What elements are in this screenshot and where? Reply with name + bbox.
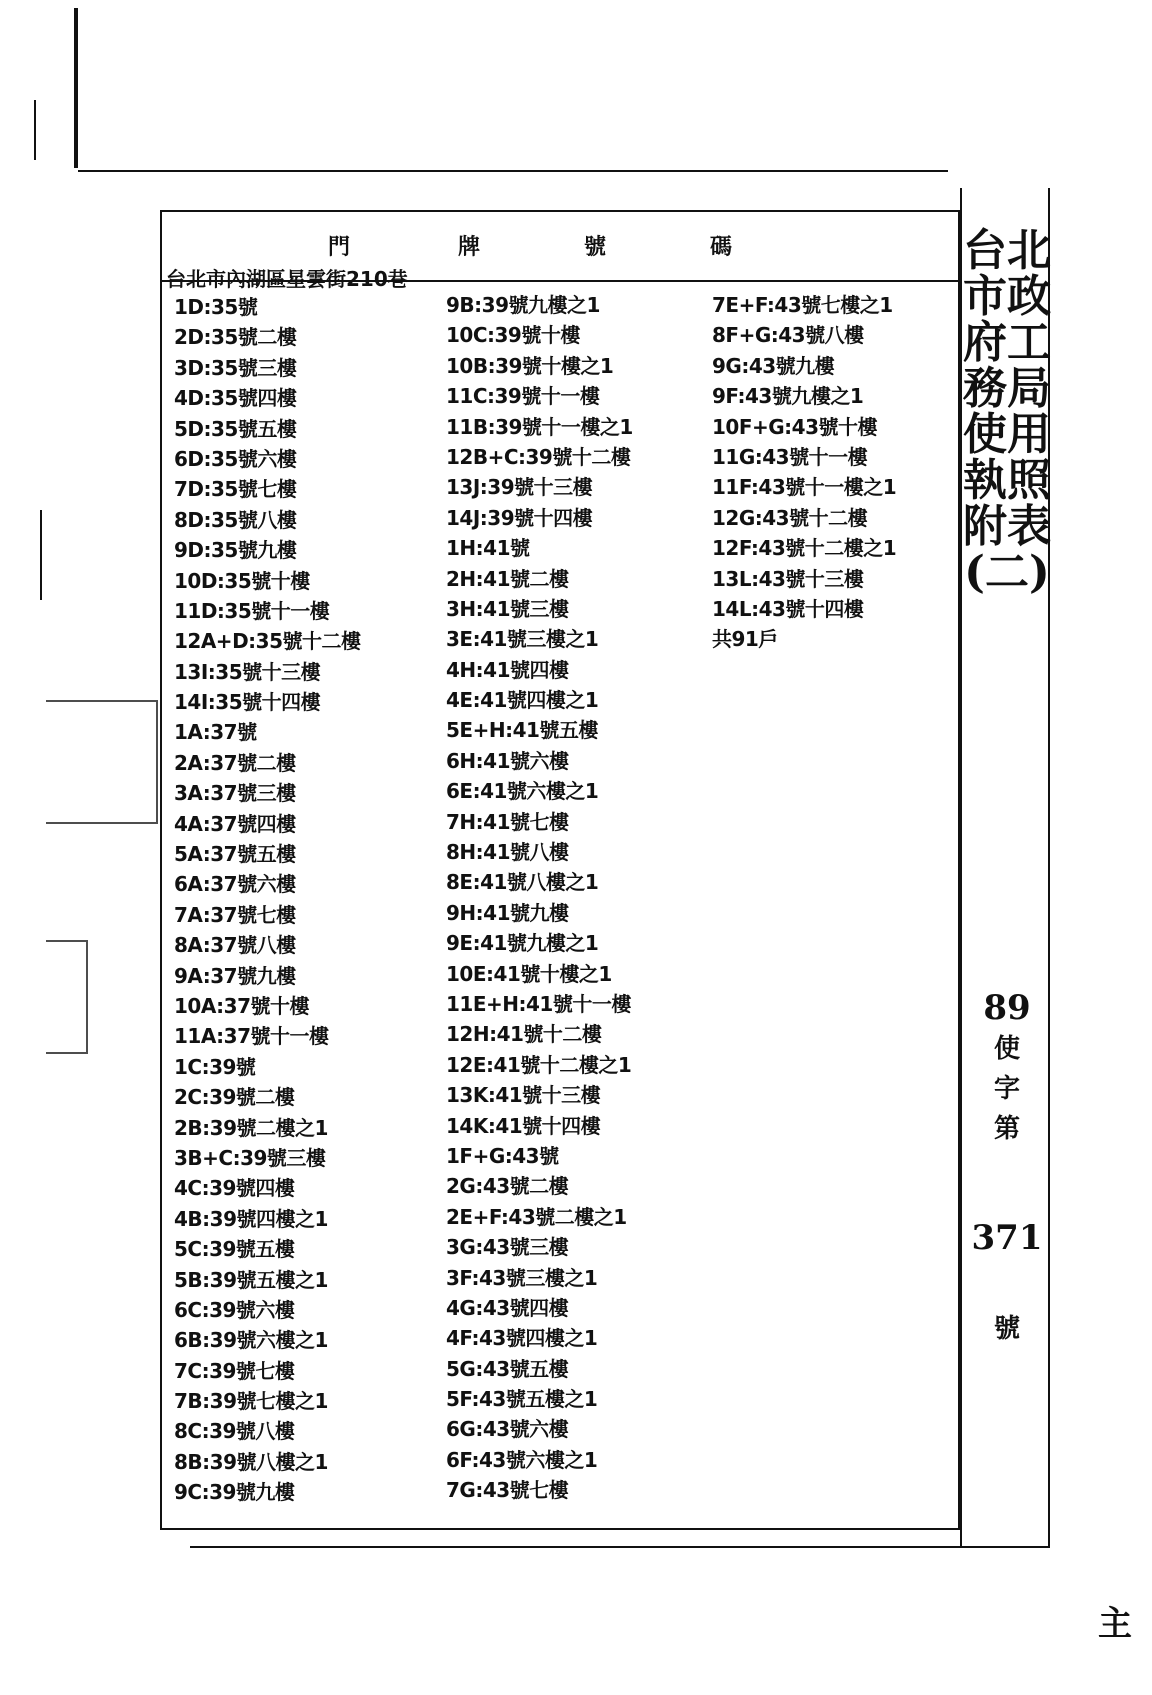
- title-column: [960, 188, 1050, 1548]
- address-entry: 9B:39號九樓之1: [446, 293, 600, 317]
- address-entry: 3D:35號三樓: [174, 355, 297, 380]
- address-entry: 2E+F:43號二樓之1: [446, 1204, 627, 1229]
- address-entry: 4H:41號四樓: [446, 657, 569, 682]
- address-entry: 4F:43號四樓之1: [446, 1326, 598, 1351]
- address-entry: 5E+H:41號五樓: [446, 718, 598, 743]
- address-column-3: [712, 290, 896, 655]
- address-entry: 9E:41號九樓之1: [446, 931, 599, 956]
- address-entry: 12A+D:35號十二樓: [174, 629, 361, 654]
- address-entry: 2C:39號二樓: [174, 1085, 295, 1110]
- address-entry: 10B:39號十樓之1: [446, 353, 614, 378]
- address-entry: 共91戶: [712, 627, 778, 652]
- address-entry: 6B:39號六樓之1: [174, 1328, 328, 1353]
- address-entry: 1D:35號: [174, 295, 258, 319]
- address-entry: 12G:43號十二樓: [712, 505, 868, 530]
- address-entry: 14J:39號十四樓: [446, 505, 593, 530]
- seal-stamp: [46, 940, 88, 1054]
- permit-char: 第: [993, 1114, 1020, 1144]
- address-entry: 6G:43號六樓: [446, 1417, 569, 1442]
- address-entry: 7G:43號七樓: [446, 1478, 569, 1503]
- address-entry: 7C:39號七樓: [174, 1358, 295, 1383]
- permit-year: 89: [983, 988, 1031, 1028]
- address-entry: 9D:35號九樓: [174, 538, 297, 563]
- address-entry: 14K:41號十四樓: [446, 1113, 601, 1138]
- document-title: 台北市政府工務局使用執照附表(二): [963, 225, 1051, 598]
- address-entry: 10C:39號十樓: [446, 323, 580, 348]
- address-entry: 13K:41號十三樓: [446, 1083, 601, 1108]
- address-entry: 5B:39號五樓之1: [174, 1267, 328, 1292]
- address-entry: 2D:35號二樓: [174, 325, 297, 350]
- address-entry: 3G:43號三樓: [446, 1235, 569, 1260]
- address-entry: 14L:43號十四樓: [712, 596, 864, 621]
- address-entry: 8C:39號八樓: [174, 1419, 295, 1444]
- address-entry: 7A:37號七樓: [174, 902, 296, 927]
- address-entry: 8D:35號八樓: [174, 507, 297, 532]
- binder-line-horizontal: [78, 170, 948, 172]
- address-entry: 9C:39號九樓: [174, 1480, 295, 1505]
- address-entry: 10D:35號十樓: [174, 568, 310, 593]
- header-char: 牌: [458, 235, 481, 260]
- margin-mark: [34, 100, 36, 160]
- address-entry: 10A:37號十樓: [174, 993, 310, 1018]
- address-entry: 6A:37號六樓: [174, 872, 296, 897]
- address-entry: 10E:41號十樓之1: [446, 961, 612, 986]
- address-entry: 6D:35號六樓: [174, 446, 297, 471]
- margin-mark: [40, 510, 42, 600]
- address-entry: 3E:41號三樓之1: [446, 627, 599, 652]
- header-char: 門: [328, 235, 351, 260]
- address-entry: 7B:39號七樓之1: [174, 1389, 328, 1414]
- address-entry: 7D:35號七樓: [174, 477, 297, 502]
- address-entry: 9F:43號九樓之1: [712, 384, 864, 409]
- address-entry: 9A:37號九樓: [174, 963, 296, 988]
- address-entry: 5D:35號五樓: [174, 416, 297, 441]
- address-entry: 5A:37號五樓: [174, 842, 296, 867]
- address-entry: 3A:37號三樓: [174, 781, 296, 806]
- address-entry: 8H:41號八樓: [446, 840, 569, 865]
- address-entry: 12E:41號十二樓之1: [446, 1052, 632, 1077]
- address-entry: 12B+C:39號十二樓: [446, 444, 631, 469]
- address-entry: 1A:37號: [174, 720, 257, 745]
- header-char: 號: [584, 235, 607, 260]
- permit-char: 字: [993, 1074, 1020, 1104]
- address-entry: 5F:43號五樓之1: [446, 1387, 598, 1412]
- address-entry: 1C:39號: [174, 1054, 256, 1079]
- address-entry: 9G:43號九樓: [712, 353, 835, 378]
- address-entry: 11F:43號十一樓之1: [712, 475, 897, 500]
- address-entry: 12F:43號十二樓之1: [712, 536, 897, 561]
- address-entry: 11E+H:41號十一樓: [446, 991, 631, 1016]
- address-entry: 8B:39號八樓之1: [174, 1449, 328, 1474]
- seal-stamp: [46, 700, 158, 824]
- street-name: 台北市內湖區星雲街210巷: [166, 267, 408, 291]
- address-entry: 11C:39號十一樓: [446, 384, 600, 409]
- address-entry: 11G:43號十一樓: [712, 444, 868, 469]
- address-entry: 3F:43號三樓之1: [446, 1265, 598, 1290]
- address-entry: 11A:37號十一樓: [174, 1024, 329, 1049]
- address-entry: 10F+G:43號十樓: [712, 414, 877, 439]
- address-entry: 4G:43號四樓: [446, 1295, 569, 1320]
- address-entry: 13L:43號十三樓: [712, 566, 864, 591]
- address-entry: 11D:35號十一樓: [174, 598, 330, 623]
- address-column-1: [166, 267, 408, 1508]
- address-entry: 5C:39號五樓: [174, 1237, 295, 1262]
- address-entry: 8A:37號八樓: [174, 933, 296, 958]
- address-entry: 2B:39號二樓之1: [174, 1115, 328, 1140]
- address-entry: 4C:39號四樓: [174, 1176, 295, 1201]
- address-entry: 13J:39號十三樓: [446, 475, 593, 500]
- binder-line-vertical: [74, 8, 78, 168]
- address-entry: 7E+F:43號七樓之1: [712, 293, 893, 317]
- header-char: 碼: [710, 235, 733, 260]
- permit-sequence: 371: [971, 1218, 1043, 1258]
- address-entry: 2A:37號二樓: [174, 750, 296, 775]
- address-entry: 11B:39號十一樓之1: [446, 414, 633, 439]
- address-column-2: [446, 290, 633, 1506]
- address-entry: 6C:39號六樓: [174, 1297, 295, 1322]
- address-entry: 4E:41號四樓之1: [446, 688, 599, 713]
- address-entry: 14I:35號十四樓: [174, 690, 321, 715]
- permit-char: 號: [993, 1314, 1020, 1344]
- address-entry: 3B+C:39號三樓: [174, 1145, 326, 1170]
- corner-mark: 主: [1098, 1604, 1132, 1644]
- address-entry: 4B:39號四樓之1: [174, 1206, 328, 1231]
- address-entry: 1F+G:43號: [446, 1143, 559, 1168]
- address-entry: 5G:43號五樓: [446, 1356, 569, 1381]
- address-entry: 3H:41號三樓: [446, 596, 569, 621]
- address-entry: 7H:41號七樓: [446, 809, 569, 834]
- address-entry: 1H:41號: [446, 536, 530, 561]
- address-entry: 4D:35號四樓: [174, 386, 297, 411]
- address-entry: 6H:41號六樓: [446, 748, 569, 773]
- address-entry: 4A:37號四樓: [174, 811, 296, 836]
- address-entry: 2H:41號二樓: [446, 566, 569, 591]
- address-entry: 9H:41號九樓: [446, 900, 569, 925]
- address-entry: 8E:41號八樓之1: [446, 870, 599, 895]
- address-entry: 8F+G:43號八樓: [712, 323, 864, 348]
- address-entry: 12H:41號十二樓: [446, 1022, 602, 1047]
- permit-char: 使: [993, 1034, 1020, 1064]
- address-entry: 2G:43號二樓: [446, 1174, 569, 1199]
- address-entry: 6F:43號六樓之1: [446, 1447, 598, 1472]
- address-entry: 6E:41號六樓之1: [446, 779, 599, 804]
- address-entry: 13I:35號十三樓: [174, 659, 321, 684]
